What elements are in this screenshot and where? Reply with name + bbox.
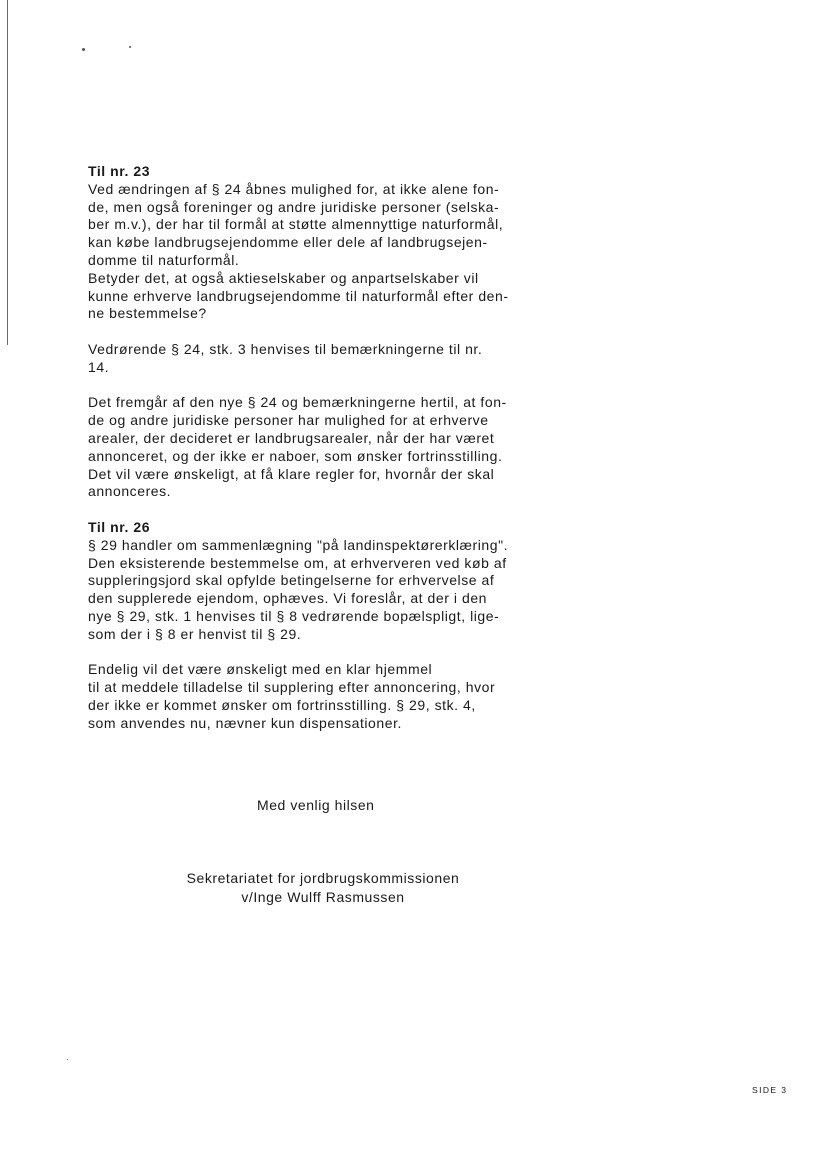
scan-speck [129,46,131,48]
text-line: ne bestemmelse? [88,305,207,322]
text-line: 14. [88,358,110,375]
text-line: til at meddele tilladelse til supplering efter annoncering, hvor [88,679,496,696]
nr23-paragraph-2 [88,341,568,377]
text-line: som der i § 8 er henvist til § 29. [88,625,302,642]
text-line: som anvendes nu, nævner kun dispensationer. [88,714,402,731]
text-line: den supplerede ejendom, ophæves. Vi foreslår, at der i den [88,590,487,607]
text-line: Vedrørende § 24, stk. 3 henvises til bemærkningerne til nr. [88,340,483,357]
signature-person: v/Inge Wulff Rasmussen [241,889,405,905]
text-line: arealer, der decideret er landbrugsarealer, når der har været [88,429,495,446]
scan-speck [67,1059,68,1060]
text-line: de, men også foreninger og andre juridiske personer (selska- [88,198,500,215]
page-number: SIDE 3 [752,1085,788,1095]
signature-organization: Sekretariatet for jordbrugskommissionen [186,870,460,886]
text-line: kan købe landbrugsejendomme eller dele af landbrugsejen- [88,234,488,251]
text-line: kunne erhverve landbrugsejendomme til naturformål efter den- [88,287,509,304]
nr26-paragraph-2 [88,661,568,732]
text-line: de og andre juridiske personer har mulighed for at erhverve [88,412,489,429]
section-heading-nr23: Til nr. 23 [88,163,151,179]
scan-edge-line [7,0,8,345]
scan-speck [82,48,85,51]
text-line: Endelig vil det være ønskeligt med en klar hjemmel [88,661,433,678]
text-line: nye § 29, stk. 1 henvises til § 8 vedrørende bopælspligt, lige- [88,607,500,624]
text-line: ber m.v.), der har til formål at støtte almennyttige naturformål, [88,216,504,233]
closing-salutation: Med venlig hilsen [257,797,375,813]
text-line: annonceres. [88,483,172,500]
nr26-paragraph-1 [88,537,568,644]
text-line: Det fremgår af den nye § 24 og bemærkningerne hertil, at fon- [88,394,507,411]
letter-body [88,163,568,733]
text-line: der ikke er kommet ønsker om fortrinsstilling. § 29, stk. 4, [88,696,476,713]
nr23-paragraph-1 [88,181,568,323]
nr23-paragraph-3 [88,394,568,501]
text-line: Betyder det, at også aktieselskaber og anpartselskaber vil [88,269,479,286]
text-line: Det vil være ønskeligt, at få klare regler for, hvornår der skal [88,465,495,482]
text-line: annonceret, og der ikke er naboer, som ønsker fortrinsstilling. [88,447,503,464]
signature-block [168,869,478,907]
text-line: § 29 handler om sammenlægning "på landinspektørerklæring". [88,536,509,553]
section-heading-nr26: Til nr. 26 [88,518,151,535]
text-line: Den eksisterende bestemmelse om, at erhververen ved køb af [88,554,507,571]
text-line: domme til naturformål. [88,251,240,268]
text-line: Ved ændringen af § 24 åbnes mulighed for, at ikke alene fon- [88,180,500,197]
text-line: suppleringsjord skal opfylde betingelserne for erhvervelse af [88,572,495,589]
